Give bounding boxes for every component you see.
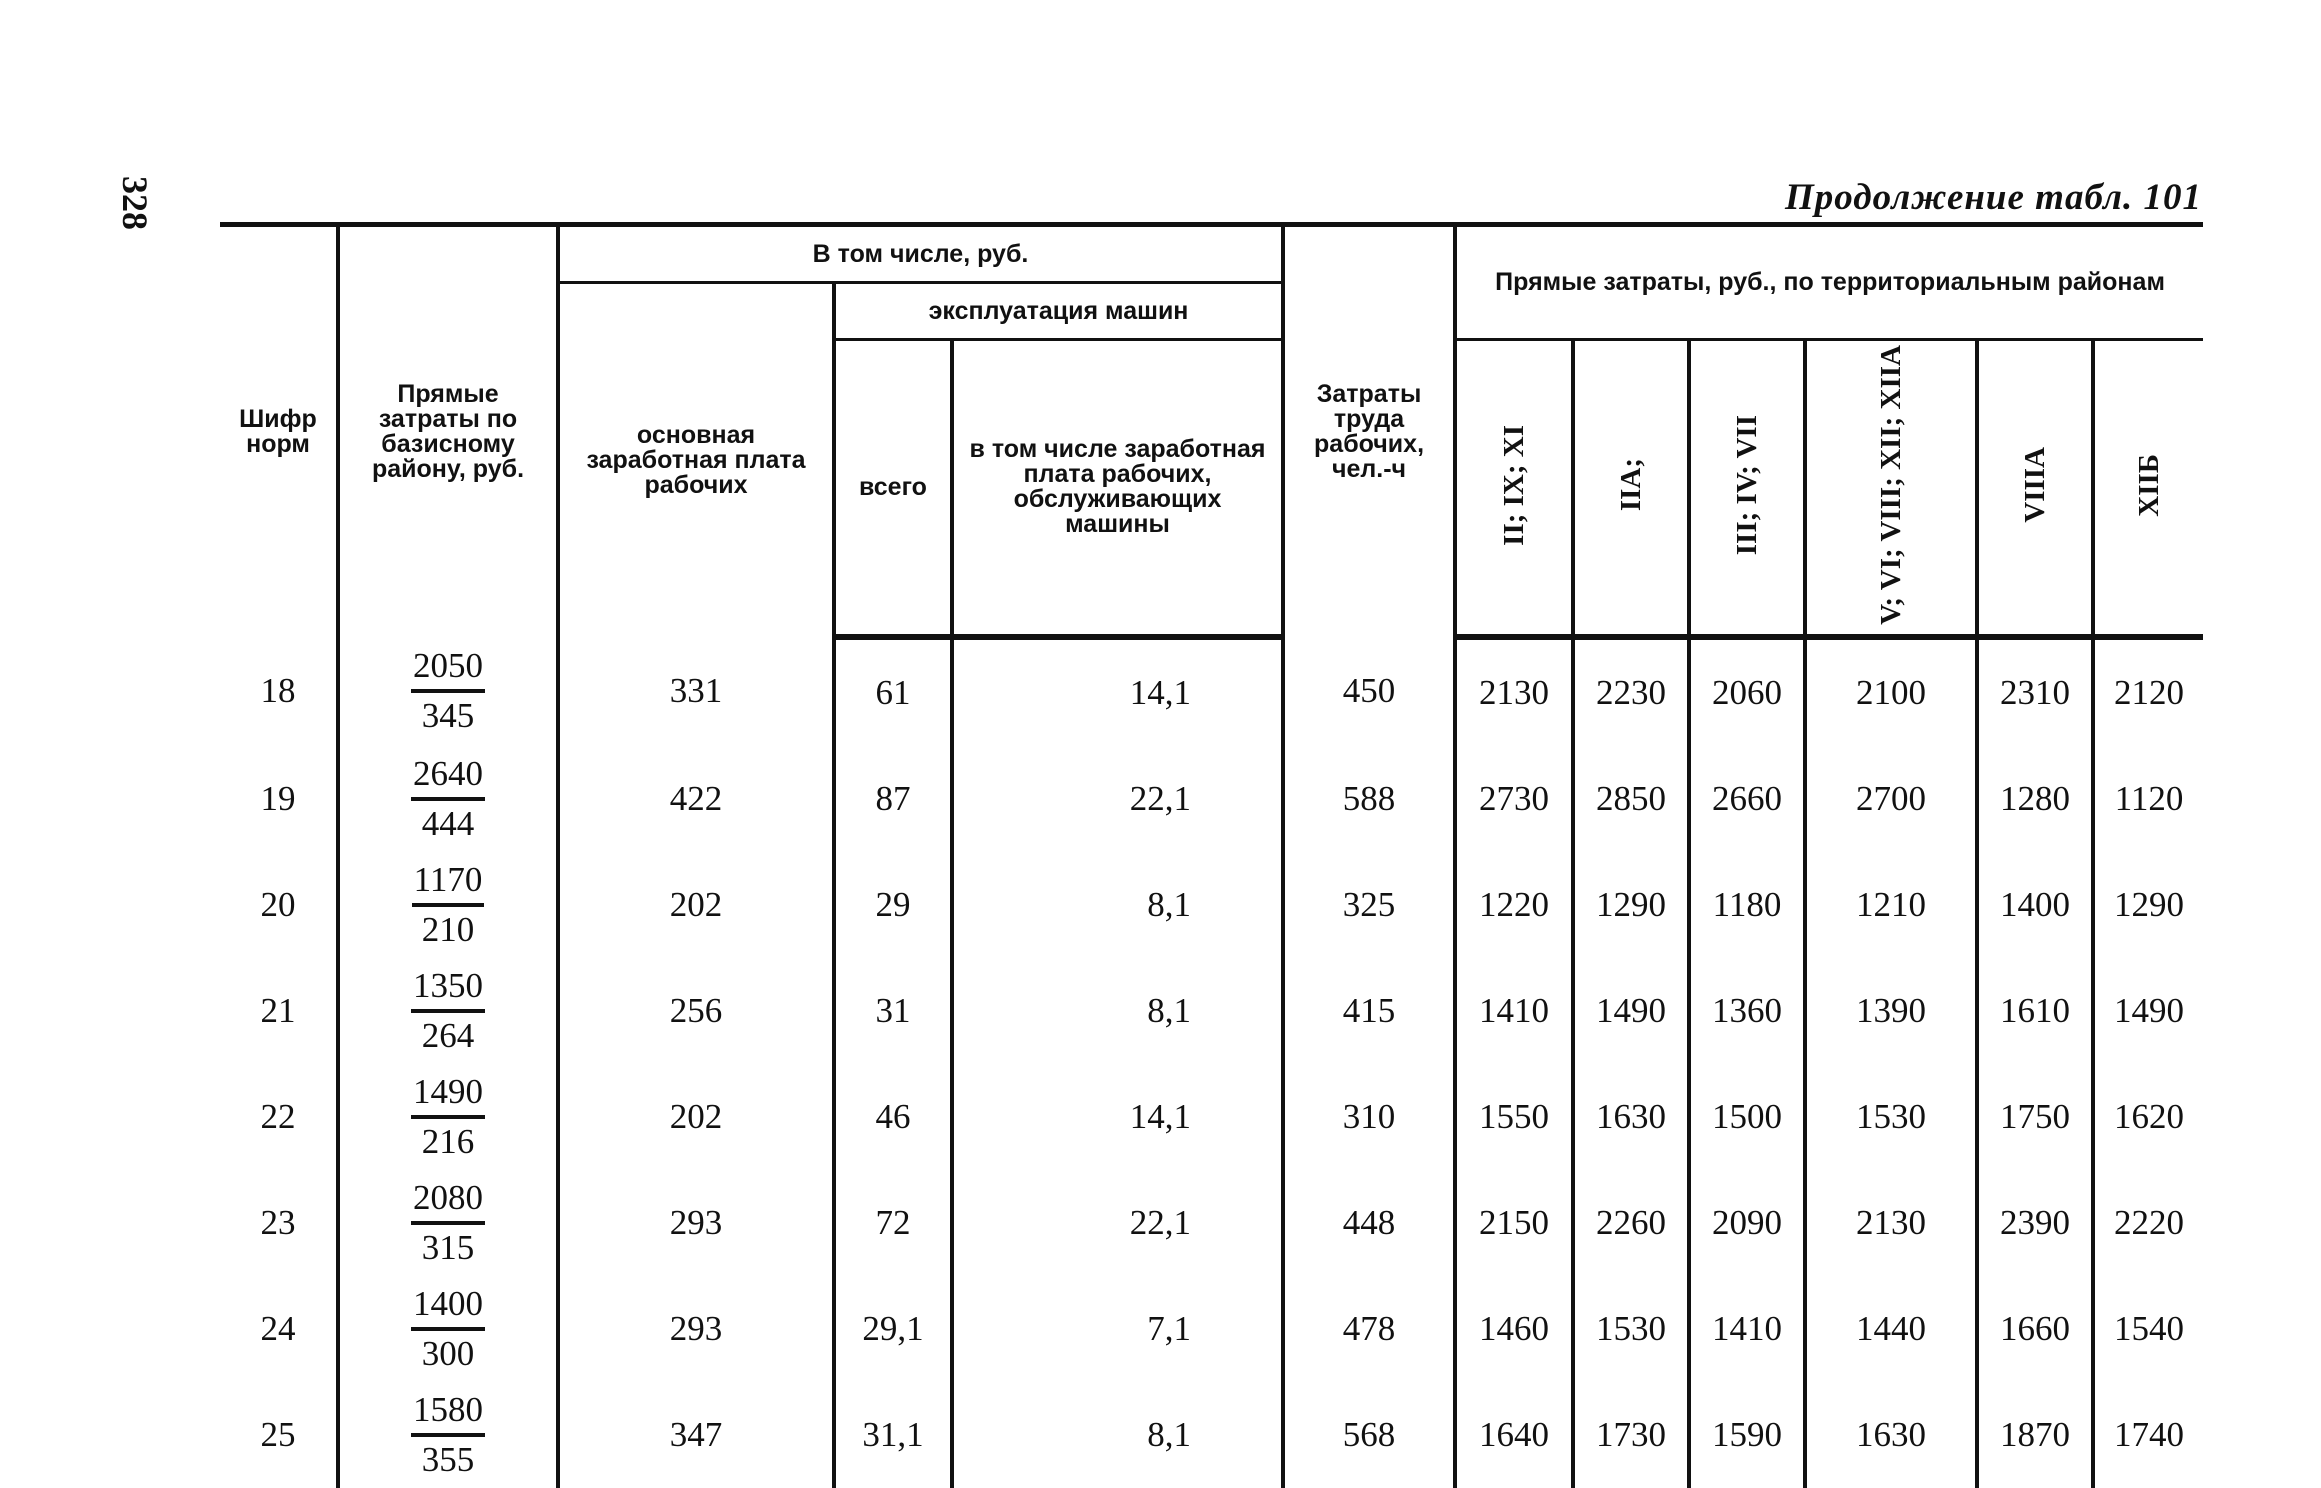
cell-code: 25 (220, 1382, 338, 1488)
cell-labor: 478 (1283, 1276, 1455, 1382)
cell-region-5: 1400 (1977, 852, 2093, 958)
cell-region-4: 1530 (1805, 1064, 1977, 1170)
fraction (411, 1387, 485, 1483)
cell-machine-wages: 22,1 (952, 1170, 1283, 1276)
cell-region-3: 2060 (1689, 637, 1805, 746)
cell-region-4: 2700 (1805, 746, 1977, 852)
cell-region-1: 2730 (1455, 746, 1573, 852)
header-region-3 (1689, 340, 1805, 637)
cell-labor: 310 (1283, 1064, 1455, 1170)
table-row (220, 1170, 2203, 1276)
cell-direct-base (338, 1170, 558, 1276)
cost-table-container (220, 222, 2203, 1479)
region-3-label: III; IV; VII (1730, 414, 1763, 556)
cell-region-5: 1280 (1977, 746, 2093, 852)
fraction (412, 857, 485, 953)
cell-region-3: 1590 (1689, 1382, 1805, 1488)
cost-table (220, 222, 2203, 1488)
cell-labor: 568 (1283, 1382, 1455, 1488)
cell-machine-wages: 8,1 (952, 958, 1283, 1064)
cell-wages: 293 (558, 1170, 834, 1276)
cell-machines-total: 31,1 (834, 1382, 952, 1488)
header-wages: основная заработная плата рабочих (558, 283, 834, 637)
fraction (411, 1281, 485, 1377)
table-row (220, 1382, 2203, 1488)
header-regional: Прямые затраты, руб., по территориальным районам (1455, 225, 2203, 340)
cell-code: 24 (220, 1276, 338, 1382)
cell-region-5: 1610 (1977, 958, 2093, 1064)
header-including: В том числе, руб. (558, 225, 1283, 283)
header-region-4 (1805, 340, 1977, 637)
cell-region-3: 1410 (1689, 1276, 1805, 1382)
cell-region-2: 1290 (1573, 852, 1689, 958)
cell-region-1: 2150 (1455, 1170, 1573, 1276)
cell-direct-base (338, 1064, 558, 1170)
cell-machines-total: 31 (834, 958, 952, 1064)
header-labor: Затраты труда рабочих, чел.-ч (1283, 225, 1455, 637)
cell-region-6: 1120 (2093, 746, 2203, 852)
fraction-denominator: 444 (421, 803, 475, 843)
fraction-numerator: 1400 (411, 1281, 485, 1331)
cell-region-2: 1630 (1573, 1064, 1689, 1170)
cell-region-1: 1220 (1455, 852, 1573, 958)
cell-region-4: 1210 (1805, 852, 1977, 958)
fraction-numerator: 1580 (411, 1387, 485, 1437)
fraction-denominator: 315 (421, 1227, 475, 1267)
cell-code: 19 (220, 746, 338, 852)
fraction-denominator: 216 (421, 1121, 475, 1161)
cell-region-4: 1440 (1805, 1276, 1977, 1382)
cell-machines-total: 29,1 (834, 1276, 952, 1382)
cell-labor: 415 (1283, 958, 1455, 1064)
fraction-numerator: 2080 (411, 1175, 485, 1225)
cell-wages: 422 (558, 746, 834, 852)
table-body (220, 637, 2203, 1488)
cell-region-3: 1180 (1689, 852, 1805, 958)
cell-labor: 588 (1283, 746, 1455, 852)
cell-machine-wages: 7,1 (952, 1276, 1283, 1382)
cell-wages: 331 (558, 637, 834, 746)
cell-machines-total: 46 (834, 1064, 952, 1170)
cell-region-2: 1730 (1573, 1382, 1689, 1488)
region-1-label: II; IX; XI (1497, 424, 1530, 546)
fraction-denominator: 210 (421, 909, 475, 949)
fraction (411, 1175, 485, 1271)
cell-region-3: 2090 (1689, 1170, 1805, 1276)
cell-region-4: 2100 (1805, 637, 1977, 746)
cell-machine-wages: 8,1 (952, 852, 1283, 958)
cell-region-6: 2120 (2093, 637, 2203, 746)
cell-machine-wages: 22,1 (952, 746, 1283, 852)
cell-wages: 202 (558, 852, 834, 958)
table-row (220, 746, 2203, 852)
cell-machines-total: 61 (834, 637, 952, 746)
table-header (220, 225, 2203, 637)
table-row (220, 637, 2203, 746)
cell-region-1: 2130 (1455, 637, 1573, 746)
header-code: Шифр норм (220, 225, 338, 637)
cell-wages: 347 (558, 1382, 834, 1488)
fraction (411, 751, 485, 847)
cell-code: 18 (220, 637, 338, 746)
cell-machine-wages: 14,1 (952, 1064, 1283, 1170)
cell-region-3: 1360 (1689, 958, 1805, 1064)
fraction (411, 1069, 485, 1165)
region-5-label: VIIIA (2018, 447, 2051, 523)
table-row (220, 852, 2203, 958)
cell-region-3: 2660 (1689, 746, 1805, 852)
header-region-1 (1455, 340, 1573, 637)
cell-direct-base (338, 852, 558, 958)
cell-region-5: 2390 (1977, 1170, 2093, 1276)
cell-region-2: 2230 (1573, 637, 1689, 746)
cell-region-4: 2130 (1805, 1170, 1977, 1276)
header-region-6 (2093, 340, 2203, 637)
cell-machines-total: 72 (834, 1170, 952, 1276)
header-region-2 (1573, 340, 1689, 637)
cell-code: 23 (220, 1170, 338, 1276)
fraction-numerator: 1490 (411, 1069, 485, 1119)
cell-direct-base (338, 746, 558, 852)
header-machines: эксплуатация машин (834, 283, 1283, 340)
cell-code: 20 (220, 852, 338, 958)
fraction-denominator: 355 (421, 1439, 475, 1479)
cell-region-1: 1410 (1455, 958, 1573, 1064)
cell-machines-total: 87 (834, 746, 952, 852)
cell-region-2: 1530 (1573, 1276, 1689, 1382)
region-6-label: XIIБ (2132, 453, 2165, 517)
cell-wages: 202 (558, 1064, 834, 1170)
fraction-numerator: 2050 (411, 643, 485, 693)
cell-region-6: 1540 (2093, 1276, 2203, 1382)
cell-direct-base (338, 637, 558, 746)
cell-region-6: 2220 (2093, 1170, 2203, 1276)
cell-region-2: 2260 (1573, 1170, 1689, 1276)
table-row (220, 1064, 2203, 1170)
fraction-denominator: 300 (421, 1333, 475, 1373)
fraction-numerator: 1170 (412, 857, 485, 907)
fraction-denominator: 264 (421, 1015, 475, 1055)
cell-region-2: 1490 (1573, 958, 1689, 1064)
cell-region-1: 1550 (1455, 1064, 1573, 1170)
cell-labor: 325 (1283, 852, 1455, 958)
cell-region-1: 1640 (1455, 1382, 1573, 1488)
region-2-label: IIA; (1614, 458, 1647, 512)
fraction (411, 963, 485, 1059)
cell-code: 21 (220, 958, 338, 1064)
cell-region-6: 1740 (2093, 1382, 2203, 1488)
cell-labor: 450 (1283, 637, 1455, 746)
header-machines-total: всего (834, 340, 952, 637)
cell-machine-wages: 8,1 (952, 1382, 1283, 1488)
table-caption: Продолжение табл. 101 (1785, 177, 2202, 218)
cell-region-5: 2310 (1977, 637, 2093, 746)
cell-region-3: 1500 (1689, 1064, 1805, 1170)
cell-machine-wages: 14,1 (952, 637, 1283, 746)
cell-region-6: 1290 (2093, 852, 2203, 958)
cell-wages: 293 (558, 1276, 834, 1382)
header-machine-wages: в том числе заработная плата рабочих, обслуживающих машины (952, 340, 1283, 637)
cell-direct-base (338, 1382, 558, 1488)
cell-machines-total: 29 (834, 852, 952, 958)
table-row (220, 1276, 2203, 1382)
page-number: 328 (115, 176, 155, 230)
cell-region-6: 1620 (2093, 1064, 2203, 1170)
cell-region-6: 1490 (2093, 958, 2203, 1064)
fraction-numerator: 2640 (411, 751, 485, 801)
cell-region-1: 1460 (1455, 1276, 1573, 1382)
header-direct-base: Прямые затраты по базисному району, руб. (338, 225, 558, 637)
cell-region-2: 2850 (1573, 746, 1689, 852)
cell-region-4: 1630 (1805, 1382, 1977, 1488)
table-row (220, 958, 2203, 1064)
cell-labor: 448 (1283, 1170, 1455, 1276)
cell-code: 22 (220, 1064, 338, 1170)
region-4-label: V; VI; VIII; XII; XIIA (1874, 345, 1907, 625)
fraction-numerator: 1350 (411, 963, 485, 1013)
cell-region-5: 1750 (1977, 1064, 2093, 1170)
fraction-denominator: 345 (421, 696, 475, 736)
cell-wages: 256 (558, 958, 834, 1064)
fraction (411, 643, 485, 739)
cell-region-5: 1660 (1977, 1276, 2093, 1382)
cell-region-5: 1870 (1977, 1382, 2093, 1488)
cell-direct-base (338, 958, 558, 1064)
header-region-5 (1977, 340, 2093, 637)
cell-direct-base (338, 1276, 558, 1382)
cell-region-4: 1390 (1805, 958, 1977, 1064)
